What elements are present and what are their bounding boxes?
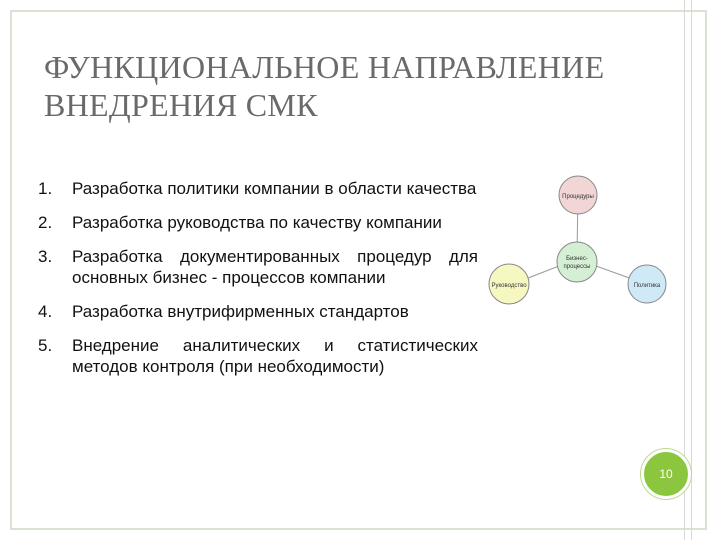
list-item — [38, 301, 478, 322]
list-item — [38, 246, 478, 288]
list-item-number: 4. — [38, 302, 53, 321]
node-center — [557, 242, 597, 282]
list-item — [38, 178, 478, 199]
list-item-number: 3. — [38, 247, 53, 266]
list-item-text: Разработка политики компании в области качества — [72, 179, 477, 198]
list-item-text: Внедрение аналитических и статистических методов контроля (при необходимости) — [72, 336, 478, 376]
qms-diagram — [485, 170, 685, 320]
list-item-text: Разработка руководства по качеству компании — [72, 213, 442, 232]
node-top-label: Процедуры — [562, 194, 594, 200]
page-number-badge: 10 — [641, 449, 691, 499]
list-item — [38, 335, 478, 377]
list-item-number: 2. — [38, 213, 53, 232]
list-item-number: 1. — [38, 179, 53, 198]
list-item-number: 5. — [38, 336, 53, 355]
node-center-label-1: Бизнес- — [566, 256, 588, 262]
qms-steps-list — [38, 178, 478, 390]
list-item-text: Разработка внутрифирменных стандартов — [72, 302, 409, 321]
title-line-1: ФУНКЦИОНАЛЬНОЕ НАПРАВЛЕНИЕ — [44, 49, 605, 85]
node-center-label-2: процессы — [563, 264, 591, 270]
slide-title — [44, 48, 684, 124]
node-right-label: Политика — [633, 283, 661, 289]
list-item-text: Разработка документированных процедур для основных бизнес - процессов компании — [72, 247, 478, 287]
title-line-2: ВНЕДРЕНИЯ СМК — [44, 87, 318, 123]
node-left-label: Руководство — [491, 283, 527, 289]
list-item — [38, 212, 478, 233]
